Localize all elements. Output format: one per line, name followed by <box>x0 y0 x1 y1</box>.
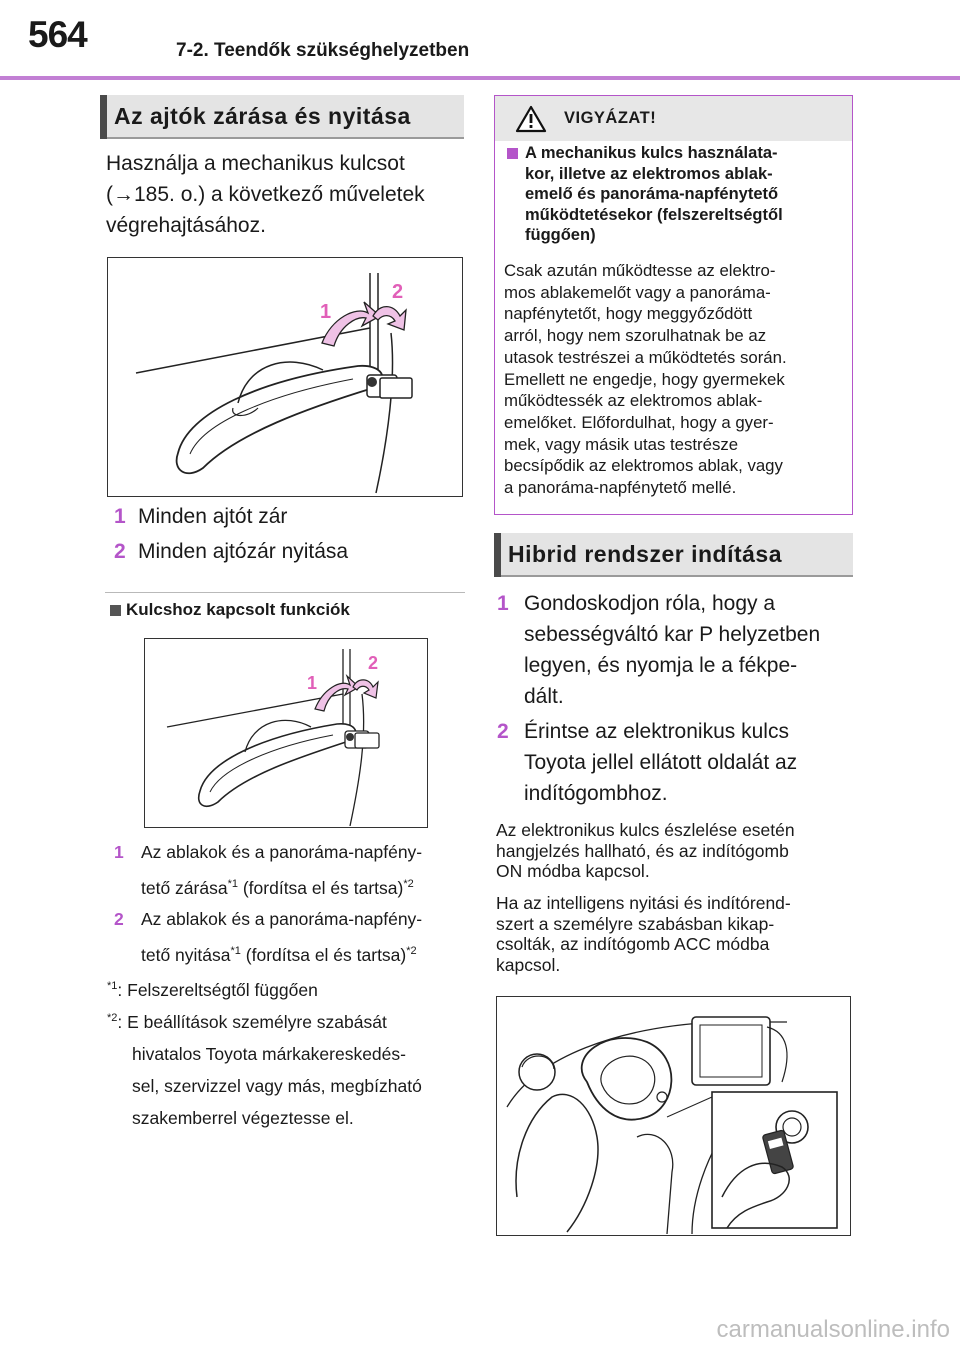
paragraph-on-mode <box>496 820 856 882</box>
paragraph-line: csolták, az indítógomb ACC módba <box>496 934 770 954</box>
figure-label-2: 2 <box>392 281 404 303</box>
footnote-ref: *1 <box>227 878 238 890</box>
step-line: Toyota jellel ellátott oldalát az <box>524 751 798 774</box>
warning-line: becsípődik az elektromos ablak, vagy <box>504 456 783 476</box>
step-number: 1 <box>497 592 509 615</box>
intro-paragraph <box>106 148 466 241</box>
warning-subtitle-line: működtetésekor (felszereltségtől <box>525 205 783 224</box>
door-handle-figure <box>107 257 463 497</box>
paragraph-line: szert a személyre szabásban kikap- <box>496 913 775 934</box>
footnote-1 <box>107 970 467 1006</box>
intro-line: Használja a mechanikus kulcsot <box>106 152 405 175</box>
page-number: 564 <box>28 14 87 55</box>
step-line: Az ablakok és a panoráma-napfény- <box>141 842 423 862</box>
paragraph-line: hangjelzés hallható, és az indítógomb <box>496 840 789 861</box>
header-rule <box>0 76 960 80</box>
warning-line: napfénytetőt, hogy meggyőződött <box>504 304 753 324</box>
step-line: tető nyitása <box>141 944 231 965</box>
warning-title: VIGYÁZAT! <box>564 109 657 127</box>
footnote-ref: *2 <box>403 878 414 890</box>
paragraph-line: Ha az intelligens nyitási és indítórend- <box>496 893 791 913</box>
footnote-2 <box>107 1002 467 1134</box>
step-line: legyen, és nyomja le a fékpe- <box>524 654 798 677</box>
step-line: Az ablakok és a panoráma-napfény- <box>141 909 423 929</box>
step-text: Minden ajtót zár <box>138 505 288 528</box>
watermark: carmanualsonline.info <box>716 1316 950 1343</box>
section-title: Az ajtók zárása és nyitása <box>114 102 411 129</box>
step-line: Érintse az elektronikus kulcs <box>524 720 789 743</box>
step-number: 2 <box>114 540 126 563</box>
footnote-ref: *2 <box>406 945 417 957</box>
warning-subtitle-line: emelő és panoráma-napfénytető <box>525 185 779 203</box>
step-lock-all <box>114 505 287 529</box>
warning-line: mos ablakemelőt vagy a panoráma- <box>504 282 771 302</box>
hybrid-step-1 <box>497 588 857 712</box>
paragraph-line: kapcsol. <box>496 954 561 975</box>
warning-subtitle <box>507 143 847 246</box>
paragraph-line: Az elektronikus kulcs észlelése esetén <box>496 820 795 840</box>
footnote-text: szakemberrel végeztesse el. <box>132 1107 354 1128</box>
start-button-figure <box>496 996 851 1236</box>
footnote-text: : Felszereltségtől függően <box>117 979 318 1000</box>
warning-line: működtessék az elektromos ablak- <box>504 391 763 411</box>
step-line: dált. <box>524 685 564 708</box>
dashboard-illustration <box>497 997 849 1234</box>
step-unlock-all <box>114 540 348 564</box>
step-line: sebességváltó kar P helyzetben <box>524 623 821 646</box>
figure-label-1: 1 <box>307 673 318 693</box>
warning-line: a panoráma-napfénytető mellé. <box>504 478 737 498</box>
warning-header <box>495 96 852 141</box>
step-number: 2 <box>497 720 509 743</box>
warning-body <box>504 260 849 499</box>
section-heading-hybrid <box>494 533 853 577</box>
warning-line: emelőket. Előfordulhat, hogy a gyer- <box>504 412 774 432</box>
figure-label-2: 2 <box>368 653 379 673</box>
footnote-text: sel, szervizzel vagy más, megbízható <box>132 1075 422 1096</box>
warning-line: arról, hogy nem szorulhatnak be az <box>504 326 767 346</box>
figure-label-1: 1 <box>320 301 332 323</box>
warning-box <box>494 95 853 515</box>
section-title: Hibrid rendszer indítása <box>508 540 783 567</box>
footnote-text: : E beállítások személyre szabását <box>117 1011 387 1032</box>
step-number: 1 <box>114 505 126 528</box>
footnote-mark: *2 <box>107 1012 118 1024</box>
warning-line: Csak azután működtesse az elektro- <box>504 261 776 280</box>
step-number: 2 <box>114 909 124 929</box>
step-line: tető zárása <box>141 877 228 898</box>
door-handle-illustration <box>108 258 461 495</box>
paragraph-acc-mode <box>496 893 856 975</box>
bullet-square <box>110 605 121 616</box>
key-step-open <box>114 903 464 971</box>
paragraph-line: ON módba kapcsol. <box>496 861 650 881</box>
warning-line: mek, vagy másik utas testrésze <box>504 434 739 454</box>
hybrid-step-2 <box>497 716 857 809</box>
warning-subtitle-line: függően) <box>525 226 596 244</box>
footnote-text: hivatalos Toyota márkakereskedés- <box>132 1043 406 1064</box>
warning-line: utasok testrészei a működtetés során. <box>504 347 787 367</box>
chapter-title: 7-2. Teendők szükséghelyzetben <box>176 40 470 61</box>
step-number: 1 <box>114 842 124 862</box>
step-line: indítógombhoz. <box>524 782 668 805</box>
intro-line: (→185. o.) a következő műveletek <box>106 183 425 206</box>
warning-triangle-icon <box>515 105 547 133</box>
warning-subtitle-line: kor, illetve az elektromos ablak- <box>525 164 773 183</box>
footnote-mark: *1 <box>107 980 118 992</box>
subsection-heading <box>110 600 350 620</box>
step-text: Minden ajtózár nyitása <box>138 540 349 563</box>
step-line: (fordítsa el és tartsa) <box>240 944 407 965</box>
section-heading-doors <box>100 95 464 139</box>
step-line: Gondoskodjon róla, hogy a <box>524 592 776 615</box>
footnote-ref: *1 <box>230 945 241 957</box>
key-linked-figure <box>144 638 428 828</box>
warning-subtitle-line: A mechanikus kulcs használata- <box>525 144 778 162</box>
door-handle-key-illustration <box>145 639 426 826</box>
key-step-close <box>114 836 464 904</box>
section-divider <box>105 592 465 593</box>
intro-line: végrehajtásához. <box>106 214 266 237</box>
step-line: (fordítsa el és tartsa) <box>237 877 404 898</box>
subsection-title: Kulcshoz kapcsolt funkciók <box>126 600 350 619</box>
warning-line: Emellett ne engedje, hogy gyermekek <box>504 369 785 389</box>
bullet-square <box>507 148 518 159</box>
